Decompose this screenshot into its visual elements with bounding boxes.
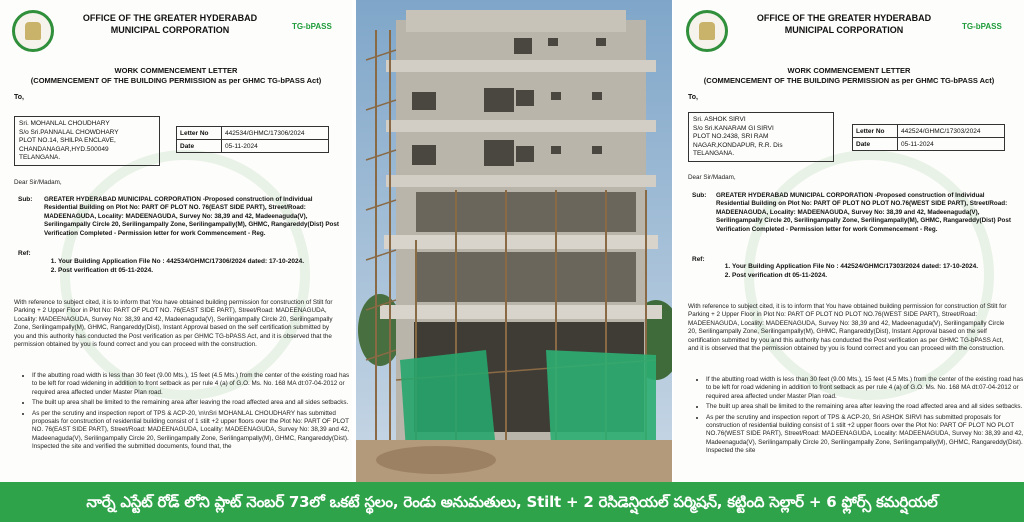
address-line: S/o Sri.KANARAM GI SIRVI <box>693 124 774 132</box>
address-line: CHANDANAGAR,HYD.500049 <box>19 145 109 153</box>
letter-no-value: 442534/GHMC/17306/2024 <box>222 127 329 140</box>
to-label: To, <box>14 94 24 101</box>
date-value: 05-11-2024 <box>898 138 1005 151</box>
letter-no-label: Letter No <box>177 127 222 140</box>
condition-item: • If the abutting road width is less than 30 feet (9.00 Mts.), 15 feet (4.5 Mts.) from the center of the existing road has to be left for road widening in addition to front setback as per rule 4 (a) of G.O. Ms. No. 168 MA dt:07-04-2012 or required area affected under Master Plan road. <box>706 376 1024 401</box>
reference-list <box>46 258 348 275</box>
reference-item: 2. Post verification dt 05-11-2024. <box>58 267 348 276</box>
salutation: Dear Sir/Madam, <box>14 179 62 186</box>
letter-no-label: Letter No <box>853 125 898 138</box>
body-paragraph: With reference to subject cited, it is to inform that You have obtained building permission for construction of Stilt for Parking + 2 Upper Floor in Plot No: PART OF PLOT NO PLOT NO.76(WEST SIDE PART), Street/Road: MADEENAGUDA, Locality: MADEENAGUDA, Survey No: 38,39 and 42, Madeenaguda(V), Serilingampally Circle 20, Serilingampally Zone, Serilingampally(M), GHMC, Rangareddy(Dist), Instant Approval based on the self certification submitted by you and this authority has conducted the Post verification as per GHMC TG-bPASS Act, and it is observed that the permission obtained by you is found correct and you can proceed with the construction. <box>688 303 1007 353</box>
address-line: TELANGANA. <box>693 150 735 157</box>
condition-item: • As per the scrutiny and inspection report of TPS & ACP-20, \n\nSri MOHANLAL CHOUDHARY has submitted proposals for construction of residential building consist of 1 stilt +2 upper floors over the Plot No: PART OF PLOT NO. 76(EAST SIDE PART), Street/Road: MADEENAGUDA, Locality: MADEENAGUDA, Survey No: 38,39 and 42, Madeenaguda(V), Serilingampally Circle 20, Serilingampally Zone, Serilingampally(M), GHMC, Rangareddy(Dist). Inspected the site and verified the submitted documents, found that, the <box>32 410 350 452</box>
to-label: To, <box>688 94 698 101</box>
left-commencement-letter <box>0 0 352 482</box>
tg-bpass-brand: TG-bPASS <box>962 22 1002 31</box>
telangana-emblem-icon <box>12 10 54 52</box>
condition-item: • The built up area shall be limited to the remaining area after leaving the road affected area and all sides setbacks. <box>706 403 1024 411</box>
address-line: PLOT NO.14, SHILPA ENCLAVE, <box>19 137 116 144</box>
subject-text: GREATER HYDERABAD MUNICIPAL CORPORATION -Proposed construction of Individual Residential Building on Plot No: PART OF PLOT NO PLOT NO.76(WEST SIDE PART), Street/Road: MADEENAGUDA, Locality: MADEENAGUDA, Survey No: 38,39 and 42, Madeenaguda(V), Serilingampally Circle 20, Serilingampally Zone, Serilingampally(M), GHMC, Rangareddy(Dist) Post Verification Completed - Permission letter for work Commencement - Reg. <box>716 192 1011 233</box>
condition-item: • If the abutting road width is less than 30 feet (9.00 Mts.), 15 feet (4.5 Mts.) from the center of the existing road has to be left for road widening in addition to front setback as per rule 4 (a) of G.O. Ms. No. 168 MA dt:07-04-2012 or required area affected under Master Plan road. <box>32 372 350 397</box>
condition-item: • The built up area shall be limited to the remaining area after leaving the road affected area and all sides setbacks. <box>32 399 350 407</box>
tg-bpass-brand: TG-bPASS <box>292 22 332 31</box>
letter-title: WORK COMMENCEMENT LETTER <box>787 66 911 75</box>
address-line: Sri. MOHANLAL CHOUDHARY <box>19 120 110 127</box>
body-paragraph: With reference to subject cited, it is to inform that You have obtained building permission for construction of Stilt for Parking + 2 Upper Floor in Plot No: PART OF PLOT NO. 76(EAST SIDE PART), Street/Road: MADEENAGUDA, Locality: MADEENAGUDA, Survey No: 38,39 and 42, Madeenaguda(V), Serilingampally Circle 20, Serilingampally Zone, Serilingampally(M), GHMC, Rangareddy(Dist), Instant Approval based on the self certification submitted by you and this authority has conducted the Post verification as per GHMC TG-bPASS Act, and it is observed that the permission obtained by you is found correct and you can proceed with the construction. <box>14 299 333 349</box>
date-value: 05-11-2024 <box>222 140 329 153</box>
reference-list <box>720 263 1022 280</box>
letter-info-table <box>852 124 1005 151</box>
office-header: OFFICE OF THE GREATER HYDERABAD MUNICIPAL CORPORATION <box>756 13 932 35</box>
condition-item: • As per the scrutiny and inspection report of TPS & ACP-20, Sri ASHOK SIRVI has submitted proposals for construction of residential building consist of 1 stilt +2 upper floors over the Plot No: PART OF PLOT NO PLOT NO.76(WEST SIDE PART), Street/Road: MADEENAGUDA, Locality: MADEENAGUDA, Survey No: 38,39 and 42, Madeenaguda(V), Serilingampally Circle 20, Serilingampally Zone, Serilingampally(M), GHMC, Rangareddy(Dist). Inspected the site <box>706 414 1024 456</box>
watermark-seal <box>60 150 310 400</box>
recipient-address <box>14 116 160 166</box>
letter-subtitle: (COMMENCEMENT OF THE BUILDING PERMISSION as per GHMC TG-bPASS Act) <box>703 76 995 85</box>
headline-banner: నార్నే ఎస్టేట్ రోడ్ లోని ప్లాట్ నెంబర్ 73లో ఒకటే స్థలం, రెండు అనుమతులు, Stilt + 2 రెసిడెన్షియల్ పర్మిషన్, కట్టింది సెల్లార్ + 6 ఫ్లోర్స్ కమర్షియల్ <box>0 482 1024 522</box>
letter-subtitle: (COMMENCEMENT OF THE BUILDING PERMISSION as per GHMC TG-bPASS Act) <box>30 76 322 85</box>
letter-title: WORK COMMENCEMENT LETTER <box>114 66 238 75</box>
building-construction-photo <box>356 0 672 482</box>
subject-label: Sub: <box>18 196 33 203</box>
right-commencement-letter <box>674 0 1024 482</box>
subject-label: Sub: <box>692 192 707 199</box>
address-line: TELANGANA. <box>19 154 61 161</box>
recipient-address <box>688 112 834 162</box>
telangana-emblem-icon <box>686 10 728 52</box>
subject-text: GREATER HYDERABAD MUNICIPAL CORPORATION -Proposed construction of Individual Residential Building on Plot No: PART OF PLOT NO. 76(EAST SIDE PART), Street/Road: MADEENAGUDA, Locality: MADEENAGUDA, Survey No: 38,39 and 42, Madeenaguda(V), Serilingampally Circle 20, Serilingampally Zone, Serilingampally(M), GHMC, Rangareddy(Dist) Post Verification Completed - Permission letter for work Commencement - Reg. <box>44 196 339 237</box>
date-label: Date <box>177 140 222 153</box>
letter-no-value: 442524/GHMC/17303/2024 <box>898 125 1005 138</box>
reference-item: 1. Your Building Application File No : 442534/GHMC/17306/2024 dated: 17-10-2024. <box>58 258 348 267</box>
reference-item: 2. Post verification dt 05-11-2024. <box>732 272 1022 281</box>
conditions-list <box>696 376 1024 458</box>
reference-item: 1. Your Building Application File No : 442524/GHMC/17303/2024 dated: 17-10-2024. <box>732 263 1022 272</box>
letter-info-table <box>176 126 329 153</box>
address-line: PLOT NO.2438, SRI RAM <box>693 133 769 140</box>
conditions-list <box>22 372 350 454</box>
ref-label: Ref: <box>692 256 705 263</box>
building-illustration <box>356 0 672 482</box>
salutation: Dear Sir/Madam, <box>688 174 736 181</box>
office-header: OFFICE OF THE GREATER HYDERABAD MUNICIPAL CORPORATION <box>82 13 258 35</box>
address-line: NAGAR,KONDAPUR, R.R. Dis <box>693 141 783 149</box>
address-line: Sri. ASHOK SIRVI <box>693 116 746 123</box>
address-line: S/o Sri.PANNALAL CHOWDHARY <box>19 128 119 136</box>
ref-label: Ref: <box>18 250 31 257</box>
date-label: Date <box>853 138 898 151</box>
